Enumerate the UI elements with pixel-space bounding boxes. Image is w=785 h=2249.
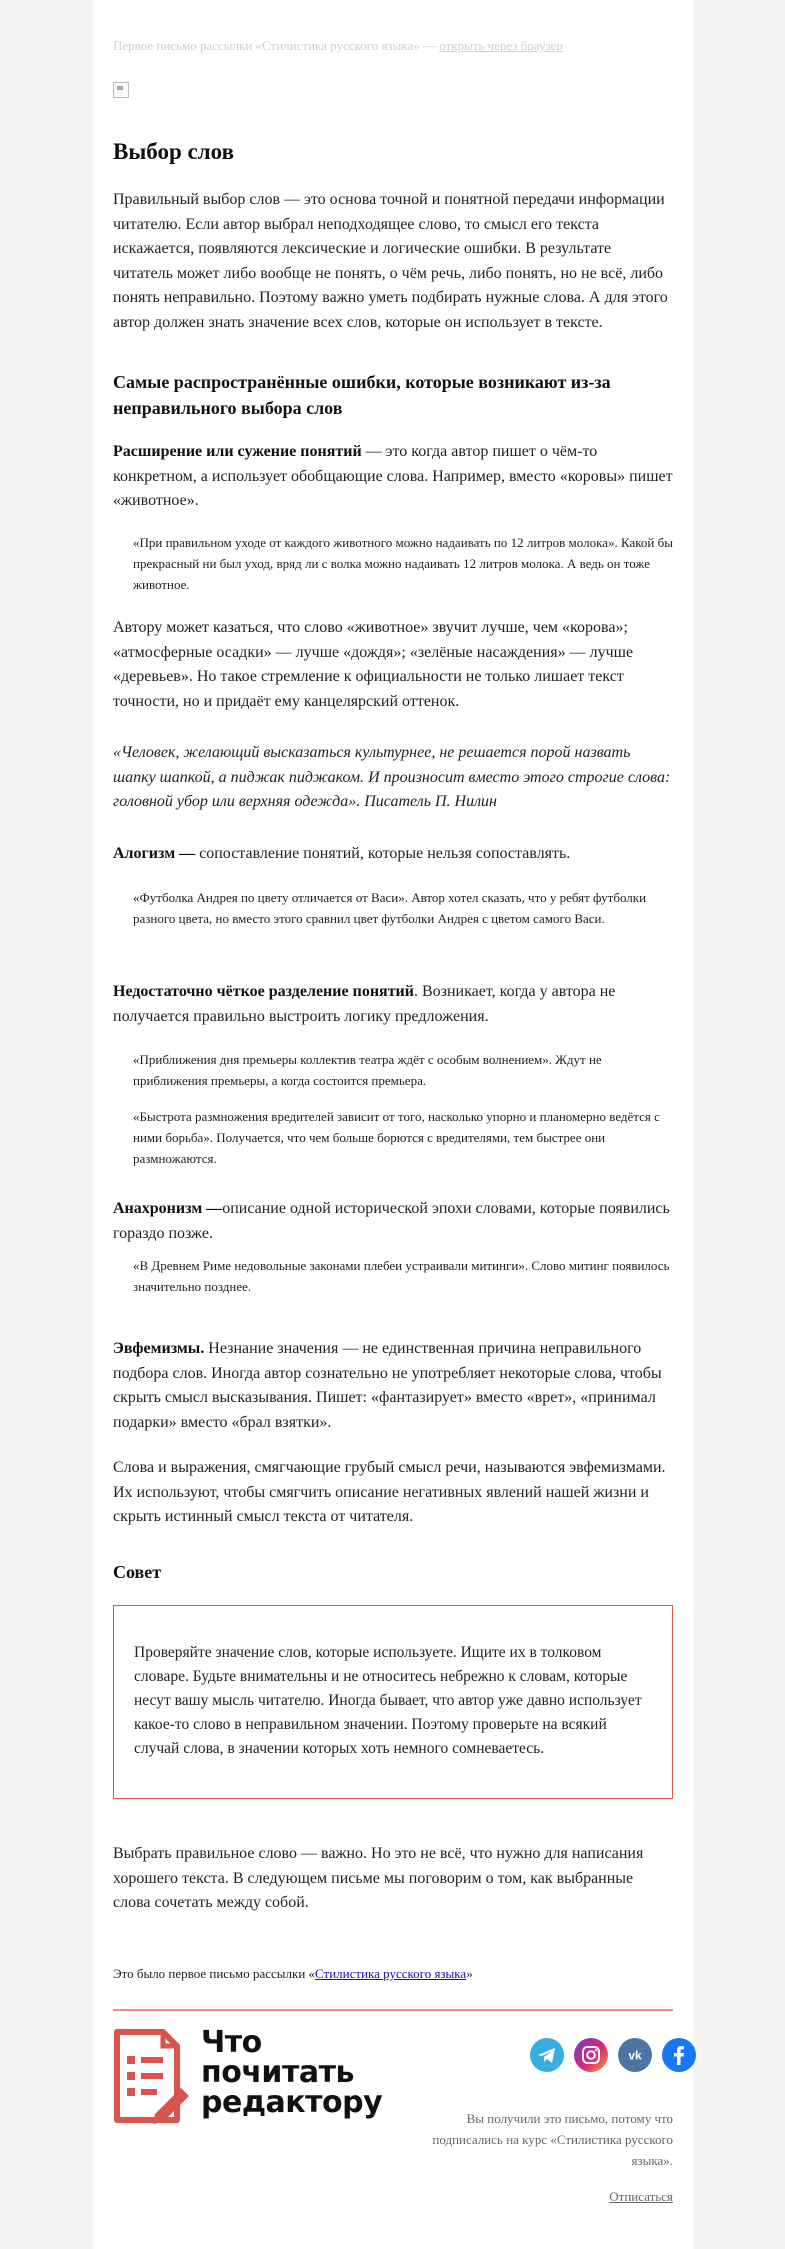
subscription-note: Вы получили это письмо, потому что подписались на курс «Стилистика русского языка». — [432, 2111, 673, 2168]
footer-divider — [113, 2009, 673, 2011]
logo-document-icon — [111, 2028, 191, 2133]
instagram-icon[interactable] — [574, 2038, 608, 2072]
outro-paragraph: Выбрать правильное слово — важно. Но это не всё, что нужно для написания хорошего текста. В следующем письме мы поговорим о том, как выбранные слова сочетать между собой. — [113, 1845, 644, 1911]
term-alogism: Алогизм — — [113, 845, 196, 862]
section-alogism-text: сопоставление понятий, которые нельзя сопоставлять. — [195, 845, 571, 862]
section-expansion — [113, 440, 673, 514]
series-footnote: Это было первое письмо рассылки «Стилистика русского языка» — [113, 1966, 473, 1981]
example-quote: «Приближения дня премьеры коллектив театра ждёт с особым волнением». Ждут не приближения премьеры, а когда состоится премьера. — [133, 1052, 602, 1088]
example-quote: «Быстрота размножения вредителей зависит от того, насколько упорно и планомерно ведётся с ними борьба». Получается, что чем больше борются с вредителями, тем быстрее они размножаются. — [133, 1109, 660, 1166]
section-separation — [113, 980, 673, 1029]
term-expansion: Расширение или сужение понятий — [113, 443, 362, 460]
section-euphemism-text: Незнание значения — не единственная причина неправильного подбора слов. Иногда автор сознательно не употребляет некоторые слова, чтобы скрыть смысл высказывания. Пишет: «фантазирует» вместо «врет», «принимал подарки» вместо «брал взятки». — [113, 1340, 662, 1431]
term-anachronism: Анахронизм — — [113, 1200, 223, 1217]
facebook-icon[interactable] — [662, 2038, 696, 2072]
errors-heading: Самые распространённые ошибки, которые возникают из-за неправильного выбора слов — [113, 372, 611, 418]
term-euphemism: Эвфемизмы. — [113, 1340, 205, 1357]
term-separation: Недостаточно чёткое разделение понятий — [113, 983, 414, 1000]
tip-heading: Совет — [113, 1562, 162, 1582]
section-anachronism — [113, 1197, 673, 1246]
intro-paragraph: Правильный выбор слов — это основа точной и понятной передачи информации читателю. Если автор выбрал неподходящее слово, то смысл его текста искажается, появляются лексические и логические ошибки. В результате читатель может либо вообще не понять, о чём речь, либо понять, но не всё, либо понять неправильно. Поэтому важно уметь подбирать нужные слова. А для этого автор должен знать значение всех слов, которые он использует в тексте. — [113, 191, 668, 331]
unsubscribe-link[interactable]: Отписаться — [609, 2189, 673, 2204]
section-alogism — [113, 842, 673, 867]
article-title: Выбор слов — [113, 139, 234, 164]
header-image — [113, 82, 129, 98]
section-euphemism-paragraph: Слова и выражения, смягчающие грубый смысл речи, называются эвфемизмами. Их используют, чтобы смягчить описание негативных явлений нашей жизни и скрыть истинный смысл текста от читателя. — [113, 1459, 666, 1525]
telegram-icon[interactable] — [530, 2038, 564, 2072]
vk-icon[interactable] — [618, 2038, 652, 2072]
logo-wordmark: Что почитать редактору — [201, 2025, 383, 2120]
tip-text: Проверяйте значение слов, которые используете. Ищите их в толковом словаре. Будьте внимательны и не относитесь небрежно к словам, которые несут вашу мысль читателю. Иногда бывает, что автор уже давно использует какое-то слово в неправильном значении. Поэтому проверьте на всякий случай слова, в значении которых хоть немного сомневаетесь. — [134, 1644, 642, 1757]
section-euphemism — [113, 1337, 673, 1435]
example-quote: «В Древнем Риме недовольные законами плебеи устраивали митинги». Слово митинг появилось значительно позднее. — [133, 1258, 670, 1294]
example-quote: «При правильном уходе от каждого животного можно надаивать по 12 литров молока». Какой бы прекрасный ни был уход, вряд ли с волка можно надаивать 12 литров молока. А ведь он тоже животное. — [133, 535, 673, 592]
open-in-browser-link[interactable]: открыть через браузер — [439, 38, 563, 53]
example-quote: «Футболка Андрея по цвету отличается от Васи». Автор хотел сказать, что у ребят футболки разного цвета, но вместо этого сравнил цвет футболки Андрея с цветом самого Васи. — [133, 890, 647, 926]
section-anachronism-text: описание одной исторической эпохи словами, которые появились гораздо позже. — [113, 1200, 670, 1242]
preheader-text: Первое письмо рассылки «Стилистика русского языка» — — [113, 38, 440, 53]
svg-text:vk: vk — [628, 2048, 642, 2063]
section-expansion-paragraph: Автору может казаться, что слово «животное» звучит лучше, чем «корова»; «атмосферные осадки» — лучше «дождя»; «зелёные насаждения» — лучше «деревьев». Но такое стремление к официальности не только лишает текст точности, но и придаёт ему канцелярский оттенок. — [113, 619, 634, 710]
tip-box — [113, 1605, 673, 1799]
citation-nilin: «Человек, желающий высказаться культурнее, не решается порой назвать шапку шапкой, а пиджак пиджаком. И произносит вместо этого строгие слова: головной убор или верхняя одежда». Писатель П. Нилин — [113, 744, 671, 810]
preheader — [113, 38, 673, 54]
section-separation-text: . Возникает, когда у автора не получается правильно выстроить логику предложения. — [113, 983, 616, 1025]
course-link[interactable]: Стилистика русского языка — [315, 1966, 467, 1981]
section-expansion-text: — это когда автор пишет о чём-то конкретном, а использует обобщающие слова. Например, вместо «коровы» пишет «животное». — [113, 443, 673, 509]
email-body — [93, 0, 693, 2249]
